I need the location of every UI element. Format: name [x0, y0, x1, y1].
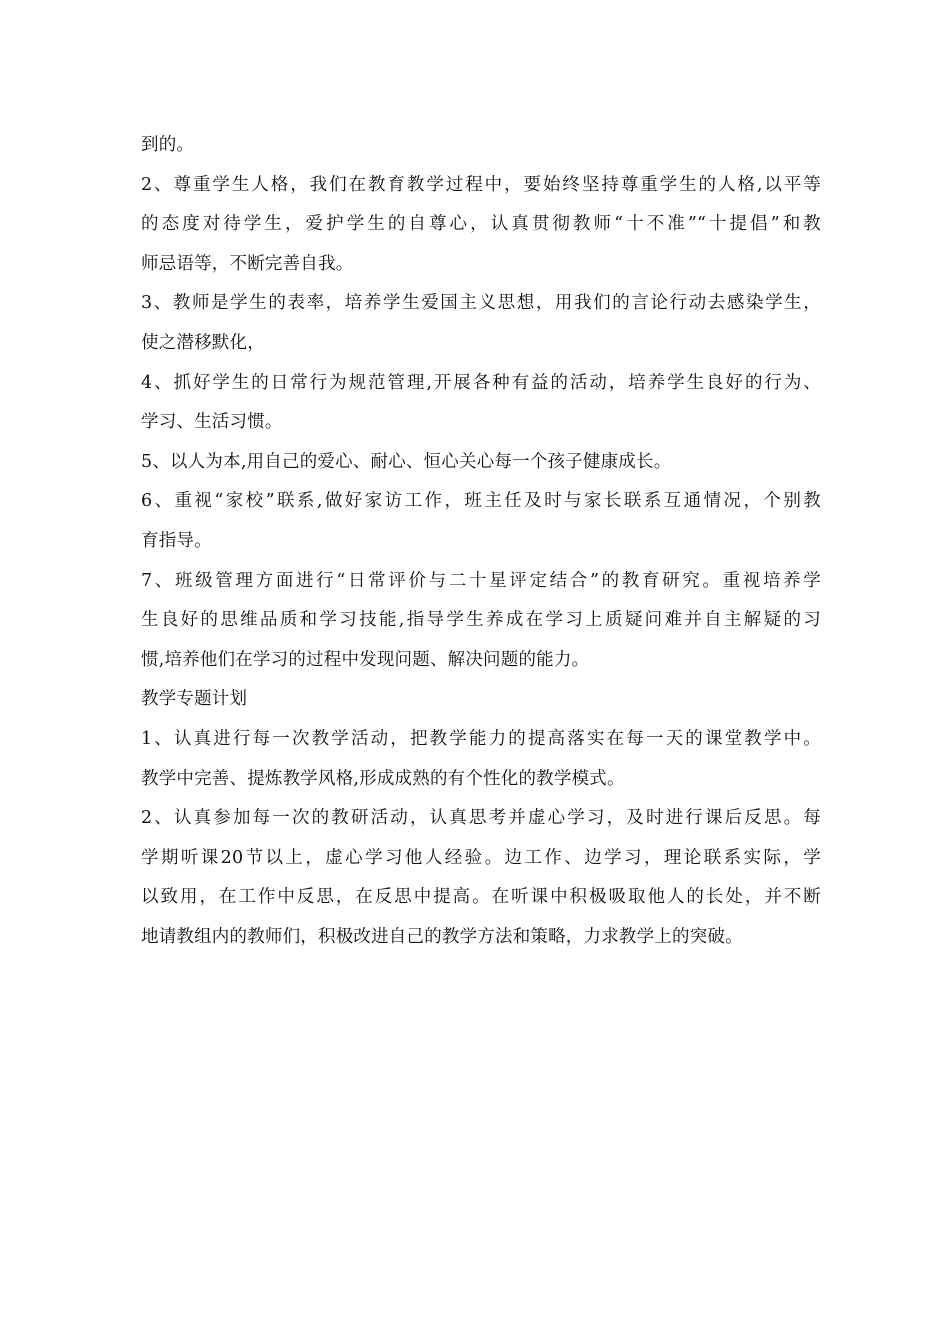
text-line: 2、认真参加每一次的教研活动，认真思考并虚心学习，及时进行课后反思。每 — [141, 808, 821, 829]
text-line: 1、认真进行每一次教学活动，把教学能力的提高落实在每一天的课堂教学中。 — [141, 728, 821, 749]
text-line: 以致用，在工作中反思，在反思中提高。在听课中积极吸取他人的长处，并不断 — [141, 887, 821, 908]
text-line: 的态度对待学生，爱护学生的自尊心，认真贯彻教师“十不准”“十提倡”和教 — [141, 214, 821, 235]
text-line: 3、教师是学生的表率，培养学生爱国主义思想，用我们的言论行动去感染学生， — [141, 293, 821, 314]
section-heading: 教学专题计划 — [141, 689, 248, 710]
text-line: 2、尊重学生人格，我们在教育教学过程中，要始终坚持尊重学生的人格,以平等 — [141, 174, 821, 195]
text-line: 5、以人为本,用自己的爱心、耐心、恒心关心每一个孩子健康成长。 — [141, 451, 672, 472]
text-line: 师忌语等，不断完善自我。 — [141, 253, 354, 274]
text-line: 教学中完善、提炼教学风格,形成成熟的有个性化的教学模式。 — [141, 768, 625, 789]
text-line: 6、重视“家校”联系,做好家访工作，班主任及时与家长联系互通情况，个别教 — [141, 491, 821, 512]
document-body — [141, 126, 821, 957]
text-line: 使之潜移默化， — [141, 332, 265, 353]
text-line: 地请教组内的教师们，积极改进自己的教学方法和策略，力求教学上的突破。 — [141, 926, 743, 947]
text-line: 育指导。 — [141, 530, 212, 551]
text-line: 惯,培养他们在学习的过程中发现问题、解决问题的能力。 — [141, 649, 590, 670]
text-line: 到的。 — [141, 135, 195, 155]
text-line: 学期听课20节以上，虚心学习他人经验。边工作、边学习，理论联系实际，学 — [141, 847, 821, 868]
text-line: 7、班级管理方面进行“日常评价与二十星评定结合”的教育研究。重视培养学 — [141, 570, 821, 591]
text-line: 学习、生活习惯。 — [141, 412, 283, 433]
text-line: 4、抓好学生的日常行为规范管理,开展各种有益的活动，培养学生良好的行为、 — [141, 372, 821, 393]
text-line: 生良好的思维品质和学习技能,指导学生养成在学习上质疑问难并自主解疑的习 — [141, 610, 821, 631]
